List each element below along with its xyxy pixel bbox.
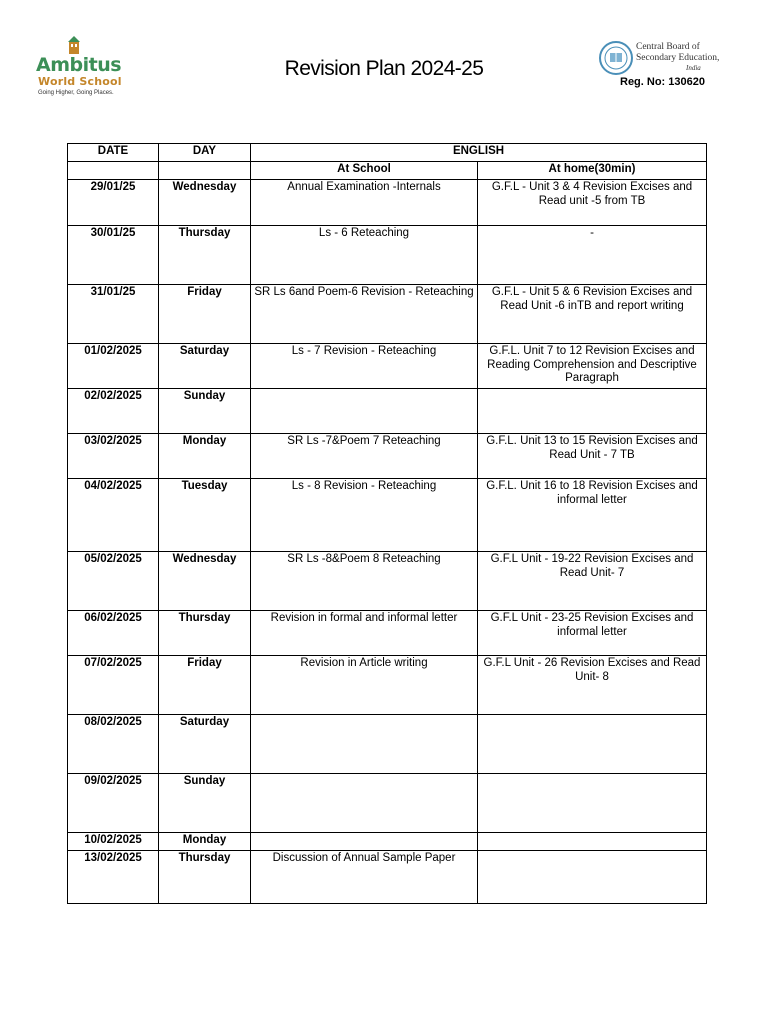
table-header-row: [68, 144, 707, 162]
date-subheader-empty: [68, 162, 159, 180]
school-logo-tagline: Going Higher, Going Places.: [38, 90, 114, 96]
date-cell: 01/02/2025: [68, 344, 159, 389]
date-cell: 08/02/2025: [68, 715, 159, 774]
home-cell: G.F.L - Unit 3 & 4 Revision Excises and Read unit -5 from TB: [478, 180, 707, 226]
date-cell: 31/01/25: [68, 285, 159, 344]
day-cell: Friday: [159, 285, 251, 344]
school-cell: [251, 715, 478, 774]
school-cell: SR Ls -8&Poem 8 Reteaching: [251, 552, 478, 611]
table-row: [68, 226, 707, 285]
day-cell: Wednesday: [159, 180, 251, 226]
day-cell: Tuesday: [159, 479, 251, 552]
table-row: [68, 389, 707, 434]
date-cell: 13/02/2025: [68, 851, 159, 904]
at-home-column-header: At home(30min): [478, 162, 707, 180]
home-cell: [478, 833, 707, 851]
table-row: [68, 552, 707, 611]
table-row: [68, 344, 707, 389]
home-cell: G.F.L Unit - 19-22 Revision Excises and Read Unit- 7: [478, 552, 707, 611]
school-cell: [251, 833, 478, 851]
day-cell: Thursday: [159, 611, 251, 656]
day-cell: Friday: [159, 656, 251, 715]
date-cell: 06/02/2025: [68, 611, 159, 656]
home-cell: [478, 851, 707, 904]
board-line-1: Central Board of: [636, 42, 700, 52]
table-row: [68, 434, 707, 479]
date-cell: 05/02/2025: [68, 552, 159, 611]
day-cell: Monday: [159, 833, 251, 851]
school-building-icon: [66, 36, 82, 54]
day-cell: Sunday: [159, 389, 251, 434]
date-cell: 02/02/2025: [68, 389, 159, 434]
at-school-column-header: At School: [251, 162, 478, 180]
table-subheader-row: [68, 162, 707, 180]
table-row: [68, 285, 707, 344]
home-cell: G.F.L - Unit 5 & 6 Revision Excises and Read Unit -6 inTB and report writing: [478, 285, 707, 344]
home-cell: [478, 774, 707, 833]
cbse-emblem-icon: [598, 40, 634, 76]
table-row: [68, 833, 707, 851]
school-cell: Ls - 8 Revision - Reteaching: [251, 479, 478, 552]
date-cell: 10/02/2025: [68, 833, 159, 851]
home-cell: G.F.L Unit - 26 Revision Excises and Read Unit- 8: [478, 656, 707, 715]
table-row: [68, 479, 707, 552]
table-row: [68, 851, 707, 904]
home-cell: [478, 389, 707, 434]
day-cell: Thursday: [159, 851, 251, 904]
date-column-header: DATE: [68, 144, 159, 162]
home-cell: -: [478, 226, 707, 285]
table-row: [68, 715, 707, 774]
registration-number: Reg. No: 130620: [620, 76, 705, 88]
table-row: [68, 656, 707, 715]
school-logo-name: Ambitus: [36, 54, 122, 76]
school-cell: [251, 774, 478, 833]
board-line-2: Secondary Education,: [636, 53, 720, 63]
school-cell: SR Ls 6and Poem-6 Revision - Reteaching: [251, 285, 478, 344]
day-cell: Thursday: [159, 226, 251, 285]
day-cell: Sunday: [159, 774, 251, 833]
revision-plan-table: [67, 143, 707, 904]
table-row: [68, 774, 707, 833]
date-cell: 29/01/25: [68, 180, 159, 226]
day-cell: Wednesday: [159, 552, 251, 611]
day-cell: Saturday: [159, 715, 251, 774]
date-cell: 09/02/2025: [68, 774, 159, 833]
home-cell: G.F.L Unit - 23-25 Revision Excises and informal letter: [478, 611, 707, 656]
day-cell: Monday: [159, 434, 251, 479]
date-cell: 04/02/2025: [68, 479, 159, 552]
school-cell: Ls - 7 Revision - Reteaching: [251, 344, 478, 389]
page-title: Revision Plan 2024-25: [284, 57, 484, 80]
table-row: [68, 180, 707, 226]
school-cell: Annual Examination -Internals: [251, 180, 478, 226]
home-cell: G.F.L. Unit 13 to 15 Revision Excises and Read Unit - 7 TB: [478, 434, 707, 479]
day-column-header: DAY: [159, 144, 251, 162]
day-cell: Saturday: [159, 344, 251, 389]
date-cell: 03/02/2025: [68, 434, 159, 479]
table-row: [68, 611, 707, 656]
day-subheader-empty: [159, 162, 251, 180]
home-cell: [478, 715, 707, 774]
home-cell: G.F.L. Unit 16 to 18 Revision Excises and informal letter: [478, 479, 707, 552]
school-cell: [251, 389, 478, 434]
school-logo-subname: World School: [38, 75, 122, 88]
subject-header: ENGLISH: [251, 144, 707, 162]
school-cell: Revision in formal and informal letter: [251, 611, 478, 656]
date-cell: 07/02/2025: [68, 656, 159, 715]
school-cell: Discussion of Annual Sample Paper: [251, 851, 478, 904]
board-line-3: India: [686, 64, 701, 72]
school-cell: Revision in Article writing: [251, 656, 478, 715]
school-cell: Ls - 6 Reteaching: [251, 226, 478, 285]
school-cell: SR Ls -7&Poem 7 Reteaching: [251, 434, 478, 479]
home-cell: G.F.L. Unit 7 to 12 Revision Excises and Reading Comprehension and Descriptive Paragraph: [478, 344, 707, 389]
date-cell: 30/01/25: [68, 226, 159, 285]
board-logo-text: [636, 42, 719, 72]
